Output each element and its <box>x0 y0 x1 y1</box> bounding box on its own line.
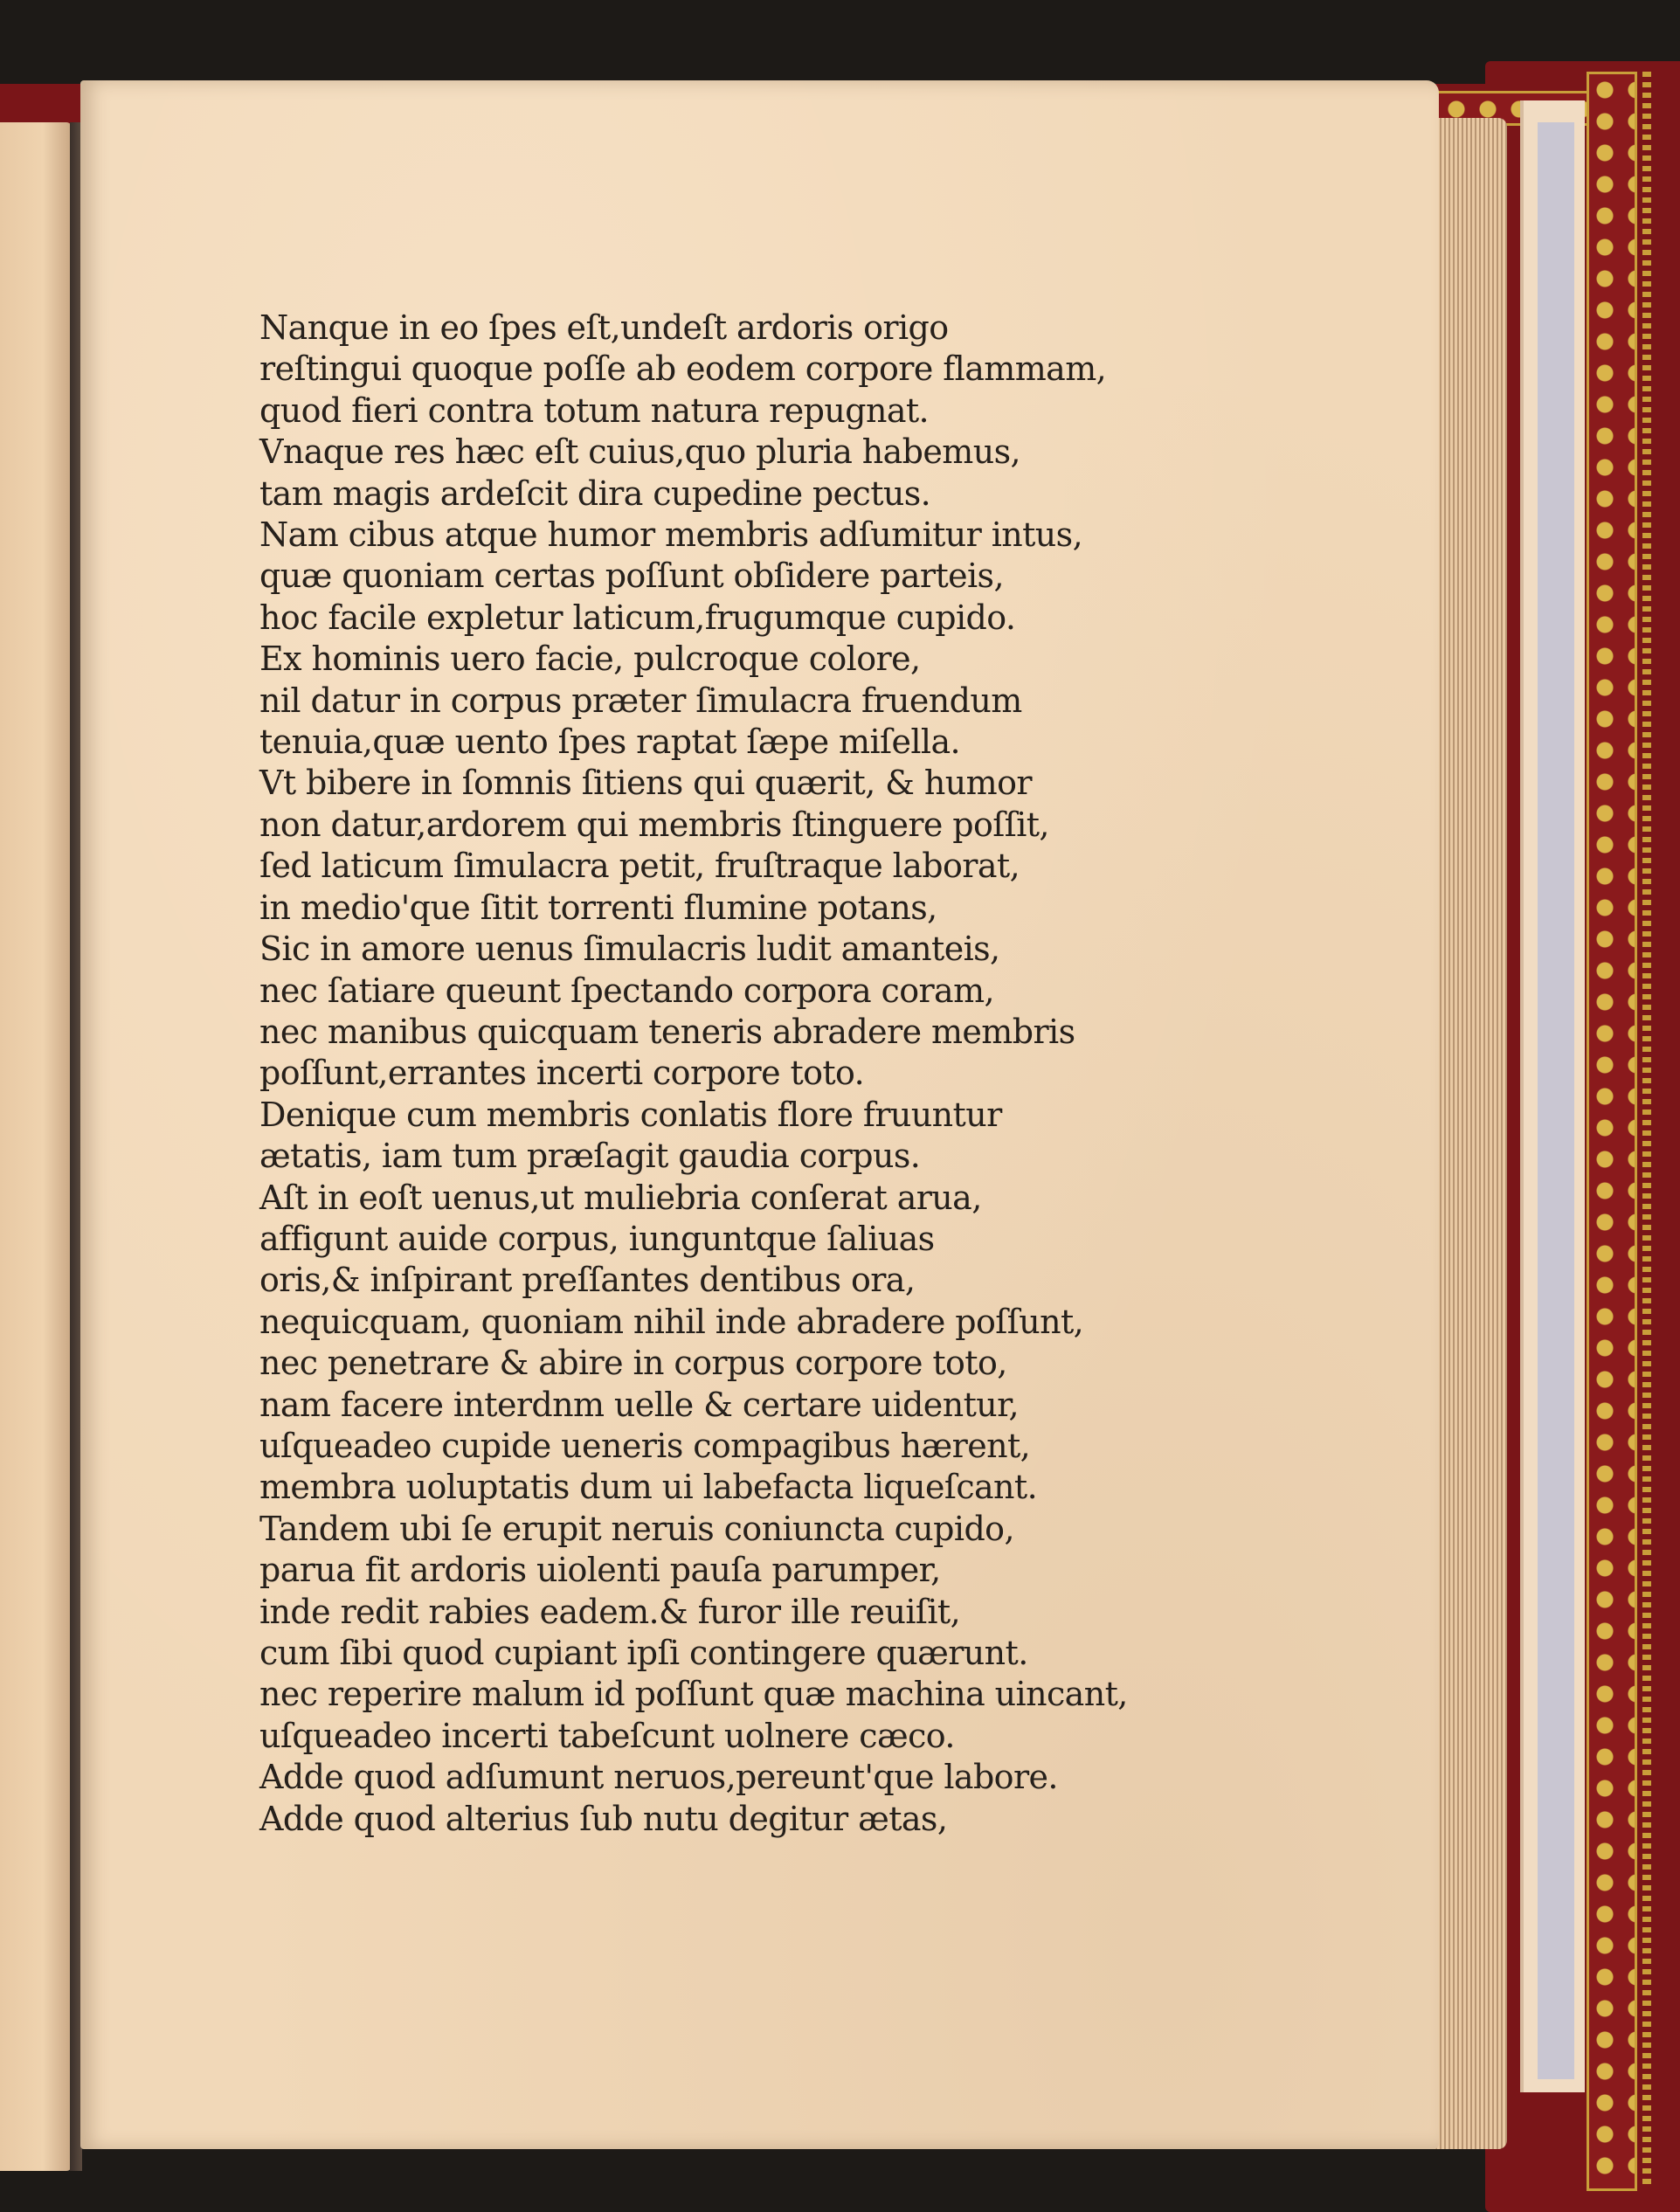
verse-line: reſtingui quoque poſſe ab eodem corpore flammam, <box>259 349 1107 389</box>
verse-line: nec ſatiare queunt ſpectando corpora coram, <box>259 971 995 1010</box>
left-facing-page <box>0 122 72 2171</box>
verse-line: parua fit ardoris uiolenti pauſa parumper, <box>259 1551 941 1590</box>
verse-line: Aſt in eoſt uenus,ut muliebria conſerat arua, <box>259 1178 982 1217</box>
verse-line: quod fieri contra totum natura repugnat. <box>259 391 930 430</box>
verse-line: poſſunt,errantes incerti corpore toto. <box>259 1054 865 1093</box>
verse-line: ætatis, iam tum præſagit gaudia corpus. <box>259 1137 921 1176</box>
verse-line: nec manibus quicquam teneris abradere membris <box>259 1012 1075 1051</box>
verse-line: nam facere interdnm uelle & certare uidentur, <box>259 1385 1019 1424</box>
verse-line: Nanque in eo ſpes eſt,undeſt ardoris origo <box>259 308 949 347</box>
verse-line: non datur,ardorem qui membris ſtinguere poſſit, <box>259 805 1049 844</box>
verse-line: Vt bibere in ſomnis ſitiens qui quærit, & humor <box>259 764 1032 803</box>
verse-line: nec penetrare & abire in corpus corpore toto, <box>259 1344 1007 1383</box>
verse-line: Vnaque res hæc eſt cuius,quo pluria habemus, <box>259 432 1020 472</box>
verse-line: Nam cibus atque humor membris adſumitur intus, <box>259 515 1083 555</box>
verse-line: tenuia,quæ uento ſpes raptat ſæpe miſella. <box>259 722 960 762</box>
verse-line: membra uoluptatis dum ui labefacta liqueſcant. <box>259 1468 1038 1507</box>
verse-line: nil datur in corpus præter ſimulacra fruendum <box>259 681 1022 720</box>
verse-line: in medio'que ſitit torrenti flumine potans, <box>259 888 937 927</box>
verse-line: nec reperire malum id poſſunt quæ machina uincant, <box>259 1675 1128 1714</box>
verse-line: uſqueadeo cupide ueneris compagibus hærent, <box>259 1426 1031 1465</box>
verse-line: Denique cum membris conlatis flore fruuntur <box>259 1095 1002 1134</box>
verse-line: tam magis ardeſcit dira cupedine pectus. <box>259 474 931 513</box>
flyleaf-inner-paper <box>1538 122 1574 2079</box>
gilt-border-outer-rule <box>1642 72 1651 2186</box>
verse-line: hoc facile expletur laticum,frugumque cupido. <box>259 598 1016 637</box>
recto-page <box>80 80 1439 2149</box>
verse-line: Sic in amore uenus ſimulacris ludit amanteis, <box>259 930 1000 969</box>
verse-line: quæ quoniam certas poſſunt obſidere parteis, <box>259 556 1004 596</box>
verse-line: Adde quod adſumunt neruos,pereunt'que labore. <box>259 1758 1058 1797</box>
verse-line: cum ſibi quod cupiant ipſi contingere quærunt. <box>259 1634 1028 1672</box>
verse-line: Tandem ubi ſe erupit neruis coniuncta cupido, <box>259 1509 1014 1548</box>
verse-line: uſqueadeo incerti tabeſcunt uolnere cæco. <box>259 1716 955 1755</box>
verse-line: Ex hominis uero facie, pulcroque colore, <box>259 639 921 679</box>
gilt-border-right <box>1587 72 1637 2191</box>
verse-line: oris,& inſpirant preſſantes dentibus ora, <box>259 1261 916 1300</box>
verse-line: inde redit rabies eadem.& furor ille reuiſit, <box>259 1592 961 1631</box>
verse-line: affigunt auide corpus, iunguntque ſaliuas <box>259 1219 935 1258</box>
verse-line: Adde quod alterius ſub nutu degitur ætas, <box>259 1799 948 1838</box>
verse-line: nequicquam, quoniam nihil inde abradere poſſunt, <box>259 1302 1084 1341</box>
verse-text-block <box>259 308 1203 1840</box>
verse-line: ſed laticum ſimulacra petit, fruſtraque laborat, <box>259 847 1020 886</box>
